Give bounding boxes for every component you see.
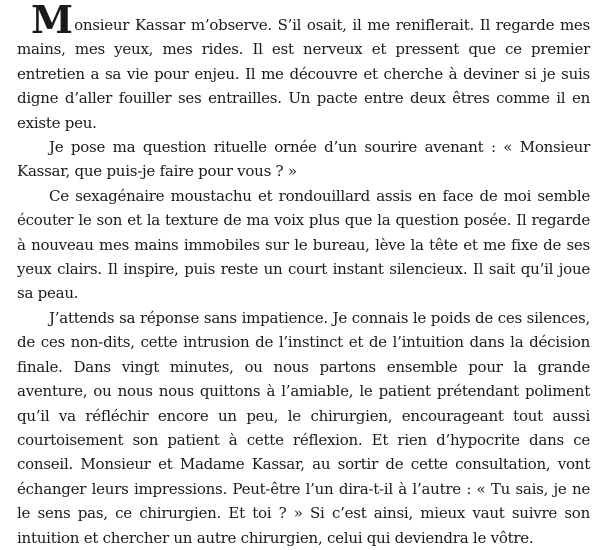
paragraph-3: Ce sexagénaire moustachu et rondouillard assis en face de moi semble écouter le son et la texture de ma voix plus que la question posée. Il regarde à nouveau mes mains immobiles sur le bureau, lève la tête et me fixe de ses yeux clairs. Il inspire, puis reste un court instant silencieux. Il sait qu’il joue sa peau. [17, 186, 590, 303]
book-page [17, 0, 590, 550]
drop-cap: M [31, 0, 74, 42]
paragraph-4: J’attends sa réponse sans impatience. Je connais le poids de ces silences, de ces non-dits, cette intrusion de l’instinct et de l’intuition dans la décision finale. Dans vingt minutes, ou nous partons ensemble pour la grande aventure, ou nous nous quittons à l’amiable, le patient prétendant poliment qu’il va réfléchir encore un peu, le chirurgien, encourageant tout aussi courtoisement son patient à cette réflexion. Et rien d’hypocrite dans ce conseil. Monsieur et Madame Kassar, au sortir de cette consultation, vont échanger leurs impressions. Peut-être l’un dira-t-il à l’autre : « Tu sais, je ne le sens pas, ce chirurgien. Et toi ? » Si c’est ainsi, mieux vaut suivre son intuition et chercher un autre chirurgien, celui qui deviendra le vôtre. [17, 308, 590, 547]
paragraph-2: Je pose ma question rituelle ornée d’un sourire avenant : « Monsieur Kassar, que puis-je faire pour vous ? » [17, 138, 590, 181]
paragraph-1-text: onsieur Kassar m’observe. S’il osait, il me reniflerait. Il regarde mes mains, mes yeux, mes rides. Il est nerveux et pressent que ce premier entretien a sa vie pour enjeu. Il me découvre et cherche à deviner si je suis digne d’aller fouiller ses entrailles. Un pacte entre deux êtres comme il en existe peu. [17, 16, 590, 132]
paragraph-1 [17, 0, 590, 135]
